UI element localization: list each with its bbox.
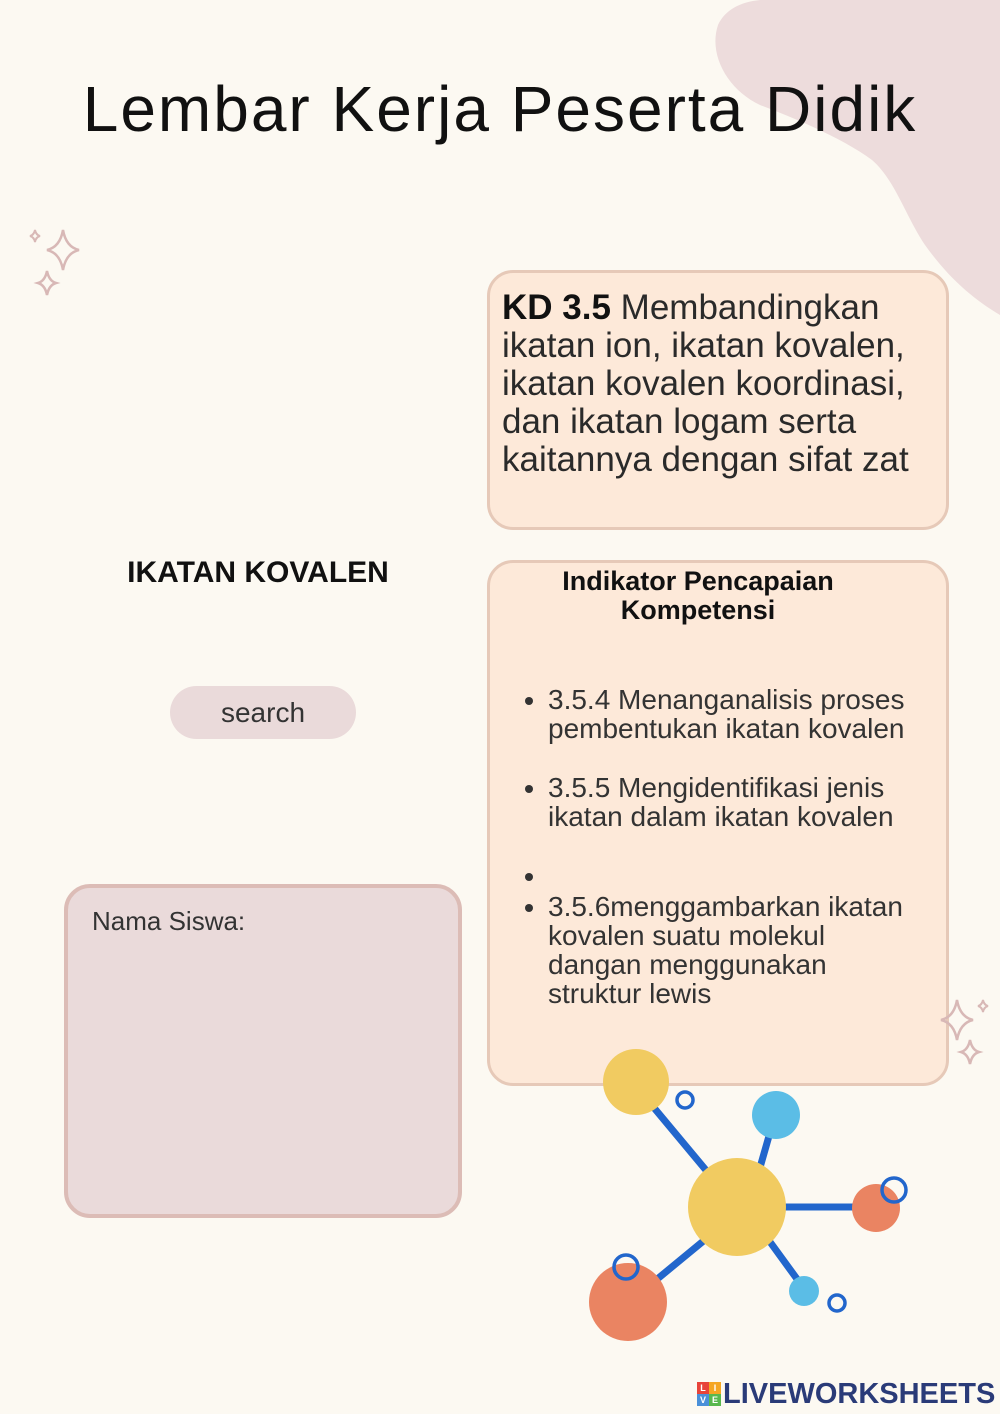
topic-heading: IKATAN KOVALEN [127,556,389,589]
logo-letter: L [697,1382,709,1394]
search-button[interactable]: search [170,686,356,739]
sparkle-icon-top-left [25,225,85,305]
indicator-item: • 3.5.4 Menanganalisis proses pembentukan ikatan kovalen [548,685,926,743]
indicators-list [510,685,926,1008]
page-title: Lembar Kerja Peserta Didik [82,73,918,145]
liveworksheets-brand [697,1377,995,1411]
indicators-box [487,560,949,1086]
kd-text: Membandingkan ikatan ion, ikatan kovalen, ikatan kovalen koordinasi, dan ikatan logam serta kaitannya dengan sifat zat [502,288,909,479]
student-name-label: Nama Siswa: [92,906,246,936]
indicator-item: • 3.5.5 Mengidentifikasi jenis ikatan dalam ikatan kovalen [548,773,926,831]
molecule-illustration [580,1045,920,1355]
logo-letter: E [709,1394,721,1406]
logo-letter: I [709,1382,721,1394]
indicator-item-empty [548,861,926,890]
liveworksheets-logo-icon [697,1382,721,1406]
kd-box [487,270,949,530]
student-name-input[interactable] [92,949,438,1183]
indicator-item: • 3.5.6menggambarkan ikatan kovalen suatu molekul dangan menggunakan struktur lewis [548,892,926,1008]
brand-name: LIVEWORKSHEETS [723,1377,996,1410]
sparkle-icon-right [935,995,995,1075]
kd-code: KD 3.5 [502,288,611,327]
indicators-title: Indikator Pencapaian Kompetensi [562,566,834,625]
student-name-box [64,884,462,1218]
logo-letter: V [697,1394,709,1406]
